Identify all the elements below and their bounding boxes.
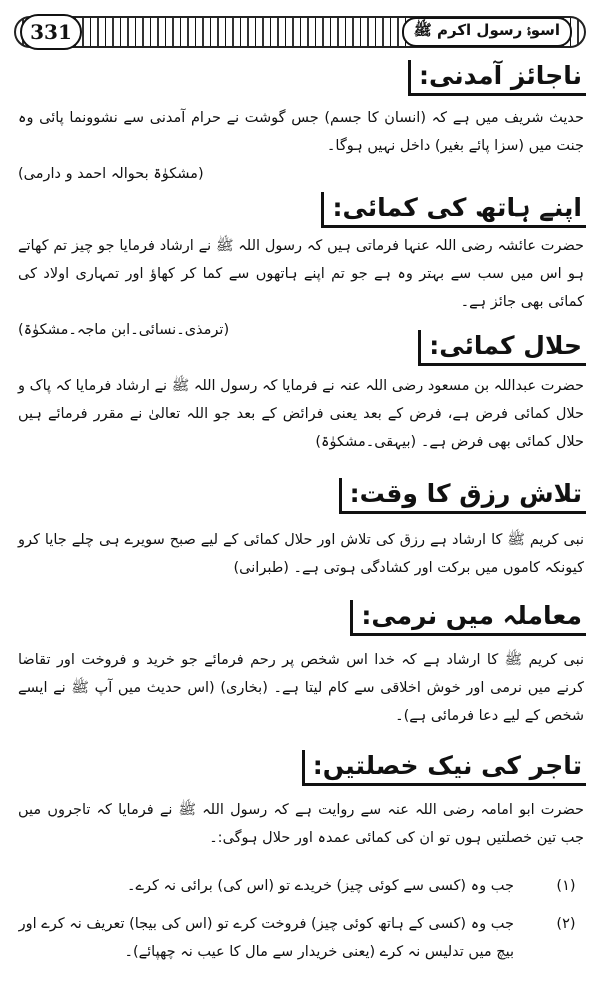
running-title: اسوۂ رسول اکرم ﷺ xyxy=(402,17,572,47)
page-header xyxy=(14,14,586,50)
body-text: حدیث شریف میں ہے کہ (انسان کا جسم) جس گوشت نے حرام آمدنی سے نشوونما پائی وہ جنت میں (سزا پائے بغیر) داخل نہیں ہوگا۔ xyxy=(18,110,584,154)
list-number: (۱) xyxy=(556,878,576,894)
reference: (ترمذی۔نسائی۔ابن ماجہ۔مشکوٰۃ) xyxy=(18,322,230,338)
list-text: جب وہ (کسی سے کوئی چیز) خریدے تو (اس کی) برائی نہ کرے۔ xyxy=(126,878,514,894)
section-heading: معاملہ میں نرمی: xyxy=(350,600,586,636)
section-body xyxy=(18,104,584,188)
body-text: حضرت عبداللہ بن مسعود رضی اللہ عنہ نے فرمایا کہ رسول اللہ ﷺ نے ارشاد فرمایا کہ پاک و حلال کمائی فرض ہے، فرض کے بعد یعنی فرائض کے بعد جو اللہ تعالیٰ نے مقرر فرمائے ہیں حلال کمائی بھی فرض ہے۔ (بیہقی۔مشکوٰۃ) xyxy=(18,378,584,450)
body-text: نبی کریم ﷺ کا ارشاد ہے رزق کی تلاش اور حلال کمائی کے لیے صبح سویرے ہی چلے جایا کرو کیونکہ کاموں میں برکت اور کشادگی ہوتی ہے۔ (طبرانی) xyxy=(18,532,584,576)
section-heading: تاجر کی نیک خصلتیں: xyxy=(302,750,586,786)
section-body xyxy=(18,232,584,344)
section-body xyxy=(18,646,584,730)
section-body xyxy=(18,796,584,852)
body-text: حضرت ابو امامہ رضی اللہ عنہ سے روایت ہے کہ رسول اللہ ﷺ نے فرمایا کہ تاجروں میں جب تین خصلتیں ہوں تو ان کی کمائی عمدہ اور حلال ہوگی:۔ xyxy=(18,802,584,846)
section-heading: حلال کمائی: xyxy=(418,330,586,366)
section-heading: ناجائز آمدنی: xyxy=(408,60,586,96)
section-body xyxy=(18,372,584,456)
list-number: (۲) xyxy=(556,916,576,932)
body-text: نبی کریم ﷺ کا ارشاد ہے کہ خدا اس شخص پر رحم فرمائے جو خرید و فروخت اور تقاضا کرنے میں نرمی اور خوش اخلاقی سے کام لیتا ہے۔ (بخاری) (اس حدیث میں آپ ﷺ نے ایسے شخص کے لیے دعا فرمائی ہے)۔ xyxy=(18,652,584,724)
list-text: جب وہ (کسی کے ہاتھ کوئی چیز) فروخت کرے تو (اس کی بیجا) تعریف نہ کرے اور بیچ میں تدلیس نہ کرے (یعنی خریدار سے مال کا عیب نہ چھپائے)۔ xyxy=(18,916,514,960)
section-heading: تلاش رزق کا وقت: xyxy=(339,478,586,514)
reference: (مشکوٰۃ بحوالہ احمد و دارمی) xyxy=(18,166,204,182)
list-item xyxy=(18,910,584,966)
page-number: 331 xyxy=(20,14,82,50)
body-text: حضرت عائشہ رضی اللہ عنہا فرماتی ہیں کہ رسول اللہ ﷺ نے ارشاد فرمایا جو چیز تم کھاتے ہو اس میں سب سے بہتر وہ ہے جو تم اپنے ہاتھوں سے کما کر کھاؤ اور تمہاری اولاد کی کمائی بھی جائز ہے۔ xyxy=(18,238,584,310)
list-item xyxy=(18,872,584,900)
section-body xyxy=(18,526,584,582)
section-heading: اپنے ہاتھ کی کمائی: xyxy=(321,192,586,228)
